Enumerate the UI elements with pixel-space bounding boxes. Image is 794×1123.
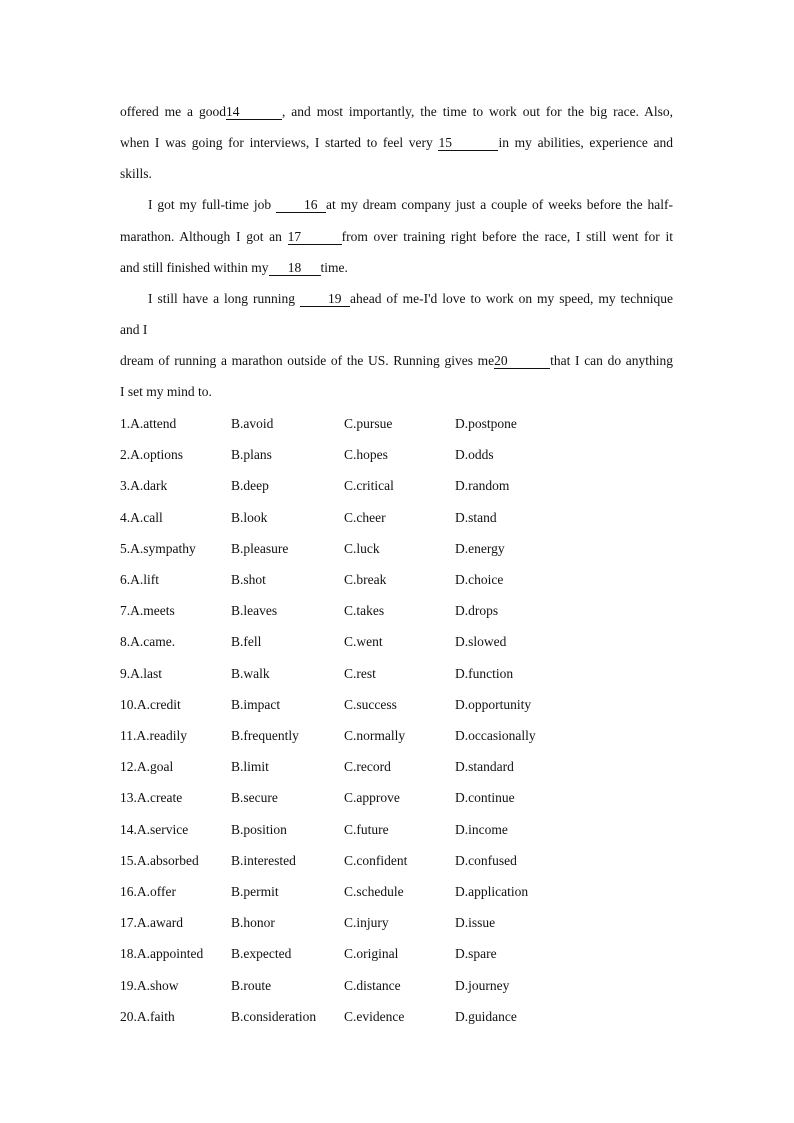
option-c: C.confident [344, 852, 408, 868]
option-b: B.impact [231, 696, 281, 712]
option-c: C.rest [344, 665, 376, 681]
option-d: D.journey [455, 977, 510, 993]
option-a: 14.A.service [120, 821, 189, 837]
option-a: 3.A.dark [120, 478, 168, 494]
passage-text: ahead of me-I'd love to work on my speed, my technique [349, 291, 674, 306]
option-a: 20.A.faith [120, 1008, 175, 1024]
option-b: B.honor [231, 915, 275, 931]
option-a: 16.A.offer [120, 884, 176, 899]
option-c: C.distance [344, 977, 401, 993]
option-b: B.shot [231, 572, 266, 587]
option-d: D.postpone [455, 416, 517, 431]
option-a: 10.A.credit [120, 696, 181, 712]
option-c: C.luck [344, 540, 380, 556]
option-a: 2.A.options [120, 447, 184, 463]
blank-14: 14 [226, 104, 282, 120]
option-c: C.approve [344, 790, 400, 806]
passage-line [120, 289, 673, 309]
option-a: 19.A.show [120, 977, 179, 993]
passage-text: I still have a long running [148, 291, 296, 306]
option-b: B.limit [231, 759, 269, 775]
option-a: 13.A.create [120, 790, 183, 806]
passage-text: , and most importantly, the time to work out for the big race. Also, [281, 104, 674, 119]
passage-line: skills. [120, 166, 152, 181]
option-c: C.record [344, 759, 391, 775]
option-a: 12.A.goal [120, 759, 174, 775]
option-a: 1.A.attend [120, 416, 177, 431]
passage-line [120, 102, 673, 122]
option-b: B.fell [231, 634, 262, 650]
passage-text: and still finished within my [120, 260, 269, 275]
option-b: B.position [231, 821, 287, 837]
option-b: B.pleasure [231, 540, 289, 556]
option-a: 18.A.appointed [120, 946, 204, 962]
option-a: 11.A.readily [120, 728, 187, 743]
passage-text: from over training right before the race, I still went for it [341, 229, 673, 244]
passage-line [120, 351, 673, 371]
option-d: D.guidance [455, 1008, 517, 1024]
option-b: B.expected [231, 946, 292, 962]
option-d: D.choice [455, 572, 504, 587]
option-c: C.future [344, 821, 389, 837]
option-c: C.hopes [344, 447, 388, 463]
option-a: 8.A.came. [120, 634, 176, 650]
option-d: D.issue [455, 915, 496, 931]
passage-line: and I [120, 322, 148, 337]
option-b: B.secure [231, 790, 278, 806]
passage-text: I got my full-time job [148, 197, 272, 212]
option-b: B.look [231, 509, 268, 525]
option-c: C.injury [344, 915, 389, 931]
blank-18: 18 [269, 260, 321, 276]
option-b: B.interested [231, 852, 296, 868]
passage-line [120, 195, 673, 215]
option-b: B.deep [231, 478, 269, 494]
passage-line [120, 227, 673, 247]
passage-text: at my dream company just a couple of weeks before the half- [326, 197, 674, 212]
option-d: D.stand [455, 509, 497, 525]
option-c: C.original [344, 946, 399, 962]
passage-text: that I can do anything [550, 353, 673, 368]
blank-20: 20 [494, 353, 550, 369]
option-d: D.spare [455, 946, 497, 962]
option-d: D.income [455, 821, 508, 837]
option-c: C.pursue [344, 416, 393, 431]
option-a: 4.A.call [120, 509, 163, 525]
option-c: C.cheer [344, 509, 386, 525]
option-c: C.break [344, 572, 387, 587]
option-b: B.walk [231, 665, 270, 681]
option-d: D.slowed [455, 634, 507, 650]
passage-text: time. [320, 260, 348, 275]
option-a: 7.A.meets [120, 603, 175, 619]
passage-text: dream of running a marathon outside of the US. Running gives me [120, 353, 495, 368]
option-d: D.application [455, 884, 529, 899]
option-a: 17.A.award [120, 915, 183, 931]
option-b: B.plans [231, 447, 272, 463]
passage-text: when I was going for interviews, I started to feel very [120, 135, 433, 150]
option-c: C.critical [344, 478, 394, 494]
option-c: C.went [344, 634, 383, 650]
option-d: D.occasionally [455, 728, 536, 743]
option-d: D.standard [455, 759, 514, 775]
option-d: D.energy [455, 540, 505, 556]
option-a: 6.A.lift [120, 572, 159, 587]
passage-text: offered me a good [120, 104, 226, 119]
option-d: D.continue [455, 790, 515, 806]
passage-line [120, 133, 673, 153]
blank-15: 15 [438, 135, 498, 151]
blank-16: 16 [276, 197, 326, 213]
option-d: D.confused [455, 852, 517, 868]
passage-line [120, 258, 673, 278]
option-b: B.frequently [231, 728, 299, 743]
option-d: D.random [455, 478, 510, 494]
passage-text: marathon. Although I got an [120, 229, 282, 244]
option-c: C.evidence [344, 1008, 405, 1024]
option-a: 15.A.absorbed [120, 852, 199, 868]
option-d: D.odds [455, 447, 494, 463]
option-a: 9.A.last [120, 665, 162, 681]
passage-line: I set my mind to. [120, 384, 212, 399]
option-b: B.leaves [231, 603, 278, 619]
blank-19: 19 [300, 291, 350, 307]
option-c: C.normally [344, 728, 406, 743]
option-b: B.consideration [231, 1008, 317, 1024]
passage-text: in my abilities, experience and [498, 135, 674, 150]
blank-17: 17 [288, 229, 342, 245]
option-b: B.avoid [231, 416, 274, 431]
option-d: D.function [455, 665, 514, 681]
option-a: 5.A.sympathy [120, 540, 196, 556]
option-b: B.permit [231, 884, 279, 899]
option-d: D.opportunity [455, 696, 532, 712]
option-c: C.success [344, 696, 397, 712]
option-d: D.drops [455, 603, 499, 619]
option-b: B.route [231, 977, 272, 993]
option-c: C.takes [344, 603, 385, 619]
option-c: C.schedule [344, 884, 404, 899]
